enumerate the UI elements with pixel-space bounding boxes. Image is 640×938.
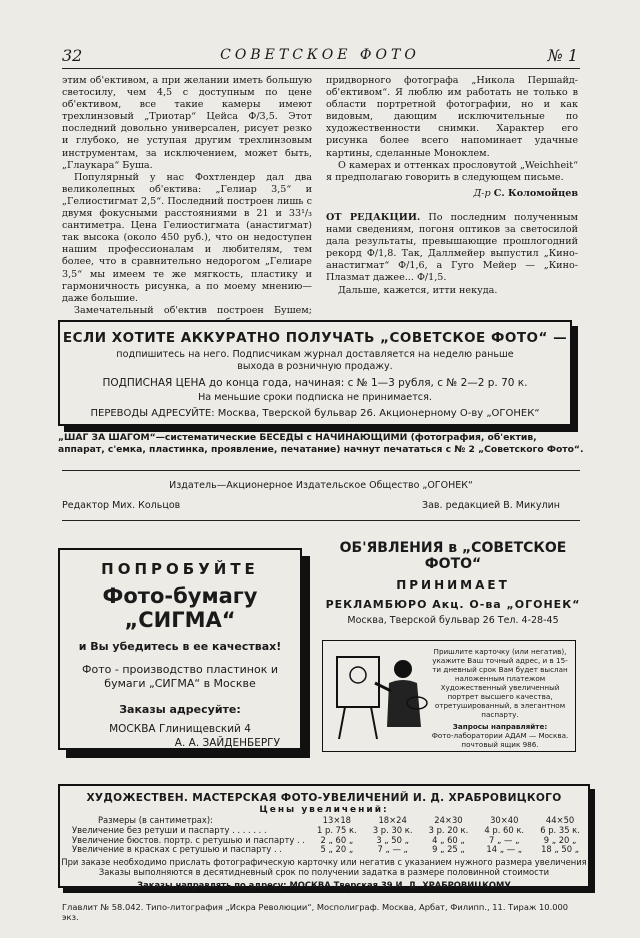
editor: Редактор Мих. Кольцов [62, 500, 181, 511]
issue-number: № 1 [547, 46, 578, 65]
table-row: Увеличение без ретуши и паспарту . . . . . . . 1 р. 75 к. 3 р. 30 к. 3 р. 20 к. 4 р. 60 к. 6 р. 35 к. [72, 824, 580, 835]
subscription-text: подпишитесь на него. Подписчикам журнал доставляется на неделю раньше выхода в розничную продажу. [116, 349, 514, 372]
publisher-line: Издатель—Акционерное Издательское Общество „ОГОНЕК“ [169, 480, 473, 491]
ads-line: ПРИНИМАЕТ [396, 578, 510, 592]
enlargement-workshop-ad [58, 784, 590, 891]
workshop-note: При заказе необходимо прислать фотографическую карточку или негатив с указанием нужного размера увеличения [61, 857, 587, 868]
journal-title: СОВЕТСКОЕ ФОТО [220, 47, 420, 63]
table-row: Увеличение бюстов. портр. с ретушью и паспарту . . 2 „ 60 „ 3 „ 50 „ 4 „ 60 „ 7 „ — „ 9 „ 20 „ [72, 834, 577, 845]
advertising-bureau [318, 540, 588, 626]
sigma-ad-line: Фото - производство пластинок и бумаги „СИГМА“ в Москве [82, 663, 278, 690]
editorial-end: Дальше, кажется, итти некуда. [338, 284, 498, 296]
ads-title: ОБ'ЯВЛЕНИЯ в „СОВЕТСКОЕ ФОТО“ [339, 540, 567, 572]
paragraph: Замечательный об'ектив построен Бушем; [74, 304, 312, 316]
article-right-column [326, 75, 578, 297]
sigma-ad-title: Фото-бумагу „СИГМА“ [102, 584, 258, 632]
workshop-note: Заказы выполняются в десятидневный срок по получении задатка в размере половинной стоимости [98, 867, 550, 878]
sigma-ad-line: ПОПРОБУЙТЕ [101, 560, 259, 578]
subscription-address: ПЕРЕВОДЫ АДРЕСУЙТЕ: Москва, Тверской бульвар 26. Акционерному О-ву „ОГОНЕК“ [90, 408, 540, 419]
divider [62, 470, 580, 471]
divider [62, 520, 580, 521]
workshop-title: ХУДОЖЕСТВЕН. МАСТЕРСКАЯ ФОТО-УВЕЛИЧЕНИЙ И. Д. ХРАБРОВИЦКОГО [86, 792, 562, 804]
sigma-ad-line: Заказы адресуйте: [119, 703, 241, 716]
table-row: Размеры (в сантиметрах): 13×18 18×24 24×30 30×40 44×50 [98, 815, 575, 825]
portrait-ad-text: Пришлите карточку (или негатив), укажите Ваш точный адрес, и в 15-ти дневный срок Вам будет выслан наложенным платежом Художественный увеличенный портрет высшего качества, отретушированный, в элегантном паспарту. Запросы направляйте: Фото-лаборатории АДАМ — Москва. почтовый ящик 986. [431, 647, 569, 749]
ads-line: РЕКЛАМБЮРО Акц. О-ва „ОГОНЕК“ [325, 598, 581, 611]
editor-line [62, 500, 580, 511]
editorial-note: ОТ РЕДАКЦИИ. По последним полученным нами сведениям, погоня оптиков за светосилой дала результаты, превышающие прошлогодний рекорд Ф/1,8. Так, Даллмейер выпустил „Кино-анастигмат“ Ф/1,6, а Гуго Мейер — „Кино-Плазмат дажее... Ф/1,5. [326, 211, 578, 284]
ads-address: Москва, Тверской бульвар 26 Тел. 4-28-45 [347, 615, 559, 626]
subscription-headline: ЕСЛИ ХОТИТЕ АККУРАТНО ПОЛУЧАТЬ „СОВЕТСКОЕ ФОТО“ — [62, 330, 568, 346]
paragraph: этим об'ективом, а при желании иметь большую светосилу, чем 4,5 с доступным по цене об'ективом, все такие камеры имеют трехлинзовый „Триотар“ Цейса Ф/3,5. Этот последний довольно универсален, рисует резко и глубоко, не уступая другим трехлинзовым инструментам, за исключением, может быть, „Глаукара“ Буша. [62, 75, 312, 171]
painter-illustration-icon [331, 647, 431, 743]
price-table [68, 816, 588, 855]
subscription-price: ПОДПИСНАЯ ЦЕНА до конца года, начиная: с № 1—3 рубля, с № 2—2 р. 70 к. [102, 377, 528, 389]
editorial-manager: Зав. редакцией В. Микулин [422, 500, 560, 511]
sigma-ad-address: МОСКВА Глинищевский 4 [109, 723, 251, 735]
portrait-ad [322, 640, 576, 752]
article-left-column [62, 75, 312, 329]
paragraph: Популярный у нас Фохтлендер дал два великолепных об'ектива: „Гелиар 3,5“ и „Гелиостигмат 2,5“. Последний построен лишь с двумя фокусными расстояниями в 21 и 33¹/₃ сантиметра. Цена Гелиостигмата (анастигмат) так высока (около 450 руб.), что он недоступен нашим профессионалам и любителям, тем более, что в сравнительно недорогом „Гелиаре 3,5“ мы имеем те же мягкость, пластику и гармоничность рисунка, а по моему мнению—даже большие. [62, 171, 312, 304]
sigma-ad-line: и Вы убедитесь в ее качествах! [78, 640, 282, 653]
header-rule [62, 68, 580, 69]
sigma-ad-recipient: А. А. ЗАЙДЕНБЕРГУ [174, 737, 280, 749]
workshop-order-address: Заказы направлять по адресу: МОСКВА Тверская 39 И. Д. ХРАБРОВИЦКОМУ [137, 880, 511, 891]
sigma-ad [58, 548, 302, 750]
imprint-footer: Главлит № 58.042. Типо-литография „Искра Революции“, Мосполиграф. Москва, Арбат, Филипп., 11. Тираж 10.000 экз. [62, 902, 569, 922]
author-signature: Д-р С. Коломойцев [473, 187, 578, 199]
subscription-note: На меньшие сроки подписка не принимается. [198, 392, 432, 403]
step-by-step-notice: „ШАГ ЗА ШАГОМ“—систематические БЕСЕДЫ с НАЧИНАЮЩИМИ (фотография, об'ектив, аппарат, с'емка, пластинка, проявление, печатание) начнут печататься с № 2 „Советского Фото“. [58, 432, 584, 455]
editorial-heading: ОТ РЕДАКЦИИ. [326, 211, 421, 223]
paragraph: придворного фотографа „Никола Першайд-об'ективом“. Я люблю им работать не только в области портретной фотографии, но и как видовым, дающим исключительные по художественности снимки. Характер его рисунка более всего напоминает удачные картины, сделанные Моноклем. [326, 75, 578, 159]
paragraph: О камерах и оттенках прословутой „Weichheit“ я предполагаю говорить в следующем письме. [326, 159, 578, 183]
page-number: 32 [62, 46, 83, 65]
page-header [50, 42, 590, 66]
subscription-ad [58, 320, 572, 426]
workshop-subtitle: Цены увеличений: [259, 805, 389, 815]
table-row: Увеличение в красках с ретушью и паспарту . . 5 „ 20 „ 7 „ — „ 9 „ 25 „ 14 „ — „ 18 „ 50 „ [72, 844, 580, 855]
